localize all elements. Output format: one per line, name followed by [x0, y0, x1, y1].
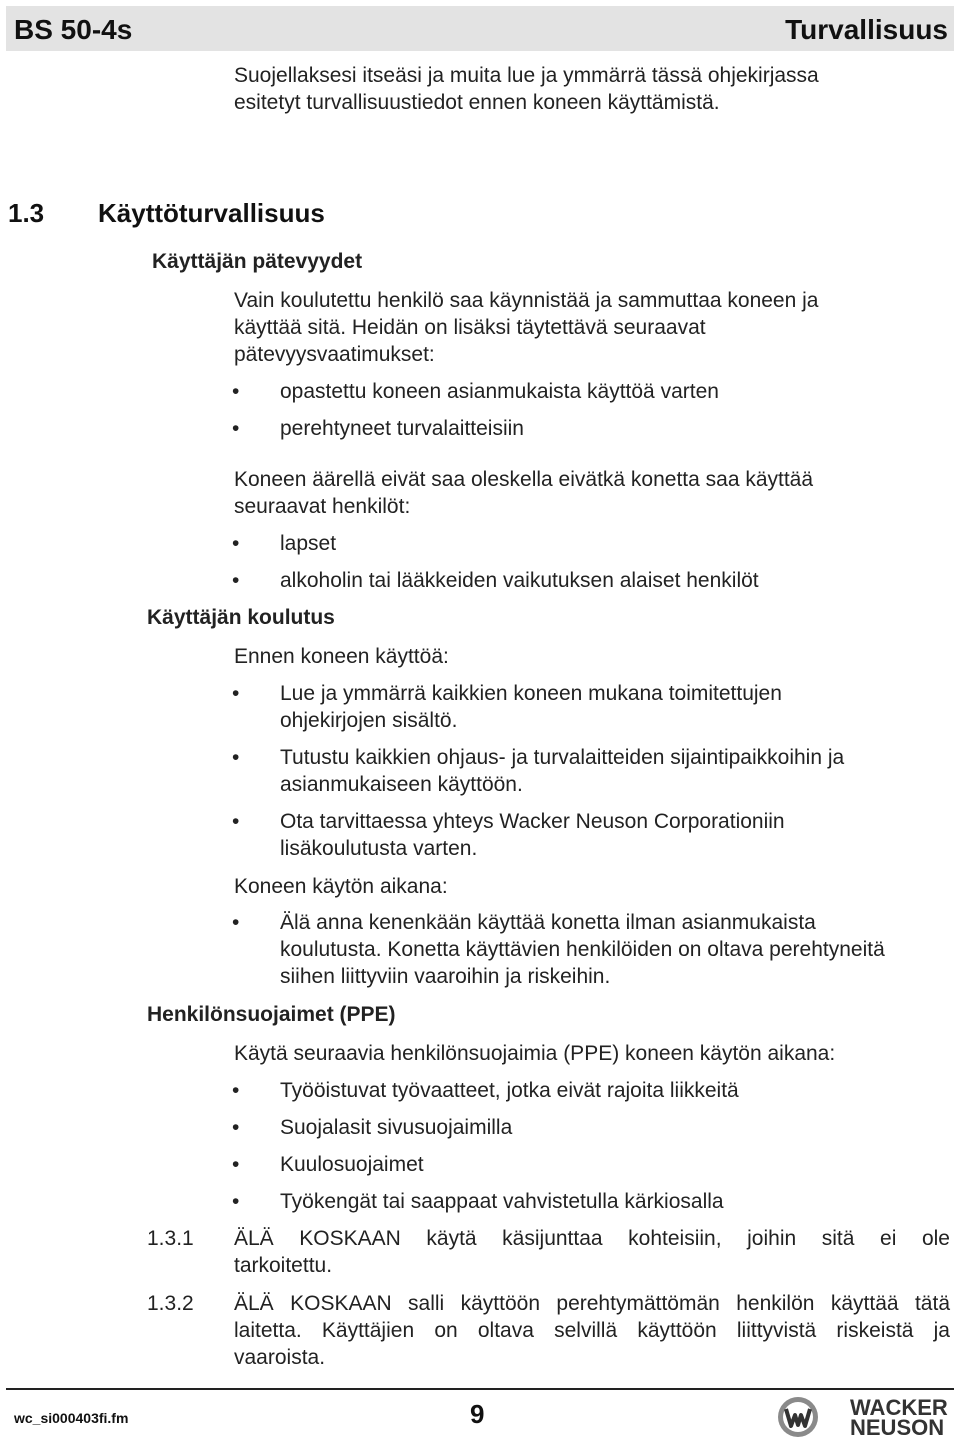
bullet-marker: • [232, 380, 240, 403]
ppe-intro: Käytä seuraavia henkilönsuojaimia (PPE) koneen käytön aikana: [234, 1042, 836, 1065]
footer-filename: wc_si000403fi.fm [14, 1410, 129, 1426]
list-item: Lue ja ymmärrä kaikkien koneen mukana toimitettujen [280, 682, 782, 705]
list-item: alkoholin tai lääkkeiden vaikutuksen alaiset henkilöt [280, 569, 759, 592]
list-item: Suojalasit sivusuojaimilla [280, 1116, 513, 1139]
bullet-marker: • [232, 569, 240, 592]
footer-divider [6, 1388, 954, 1390]
qualifications-para1-line2: käyttää sitä. Heidän on lisäksi täytettävä seuraavat [234, 316, 706, 339]
bullet-marker: • [232, 417, 240, 440]
list-item-continued: siihen liittyviin vaaroihin ja riskeihin. [280, 965, 611, 988]
company-logo [776, 1395, 956, 1441]
qualifications-para1-line3: pätevyysvaatimukset: [234, 343, 435, 366]
qualifications-para1-line1: Vain koulutettu henkilö saa käynnistää ja sammuttaa koneen ja [234, 289, 819, 312]
page-number: 9 [470, 1399, 485, 1429]
ppe-heading: Henkilönsuojaimet (PPE) [147, 1003, 396, 1026]
list-item: Älä anna kenenkään käyttää konetta ilman asianmukaista [280, 911, 816, 934]
list-item: Ota tarvittaessa yhteys Wacker Neuson Corporationiin [280, 810, 785, 833]
list-item-continued: ohjekirjojen sisältö. [280, 709, 458, 732]
chapter-title: Turvallisuus [785, 14, 948, 45]
numbered-item-text: ÄLÄ KOSKAAN salli käyttöön perehtymättömän henkilön käyttää tätä [234, 1292, 950, 1315]
bullet-marker: • [232, 1190, 240, 1213]
bullet-marker: • [232, 1153, 240, 1176]
bullet-marker: • [232, 532, 240, 555]
bullet-marker: • [232, 746, 240, 769]
logo-word-neuson: NEUSON [850, 1415, 945, 1440]
qualifications-heading: Käyttäjän pätevyydet [152, 250, 363, 273]
numbered-item-text-continued: tarkoitettu. [234, 1254, 333, 1277]
intro-line-2: esitetyt turvallisuustiedot ennen koneen käyttämistä. [234, 91, 720, 114]
bullet-marker: • [232, 911, 240, 934]
list-item: Työöistuvat työvaatteet, jotka eivät rajoita liikkeitä [280, 1079, 739, 1102]
logo-word-wacker: WACKER [850, 1395, 948, 1420]
list-item-continued: lisäkoulutusta varten. [280, 837, 478, 860]
list-item: Kuulosuojaimet [280, 1153, 424, 1176]
page-header [6, 6, 954, 51]
numbered-item-text-continued: vaaroista. [234, 1346, 326, 1369]
wacker-neuson-logo-icon [776, 1395, 820, 1439]
bullet-marker: • [232, 682, 240, 705]
numbered-item-number: 1.3.1 [147, 1227, 194, 1250]
section-number: 1.3 [8, 198, 45, 228]
list-item: opastettu koneen asianmukaista käyttöä varten [280, 380, 719, 403]
list-item: Tutustu kaikkien ohjaus- ja turvalaitteiden sijaintipaikkoihin ja [280, 746, 845, 769]
section-title: Käyttöturvallisuus [98, 198, 325, 228]
training-heading: Käyttäjän koulutus [147, 606, 335, 629]
training-during-label: Koneen käytön aikana: [234, 875, 448, 898]
intro-line-1: Suojellaksesi itseäsi ja muita lue ja ymmärrä tässä ohjekirjassa [234, 64, 819, 87]
list-item: Työkengät tai saappaat vahvistetulla kärkiosalla [280, 1190, 724, 1213]
list-item: lapset [280, 532, 337, 555]
list-item-continued: koulutusta. Konetta käyttävien henkilöiden on oltava perehtyneitä [280, 938, 885, 961]
training-before-label: Ennen koneen käyttöä: [234, 645, 449, 668]
list-item: perehtyneet turvalaitteisiin [280, 417, 524, 440]
list-item-continued: asianmukaiseen käyttöön. [280, 773, 523, 796]
numbered-item-text: ÄLÄ KOSKAAN käytä käsijunttaa kohteisiin, joihin sitä ei ole [234, 1227, 950, 1250]
bullet-marker: • [232, 810, 240, 833]
document-title: BS 50-4s [14, 14, 133, 45]
numbered-item-text-continued: laitetta. Käyttäjien on oltava selvillä käyttöön liittyvistä riskeistä ja [234, 1319, 950, 1342]
bullet-marker: • [232, 1079, 240, 1102]
numbered-item-number: 1.3.2 [147, 1292, 194, 1315]
bullet-marker: • [232, 1116, 240, 1139]
qualifications-para2-line2: seuraavat henkilöt: [234, 495, 411, 518]
qualifications-para2-line1: Koneen äärellä eivät saa oleskella eivätkä konetta saa käyttää [234, 468, 814, 491]
